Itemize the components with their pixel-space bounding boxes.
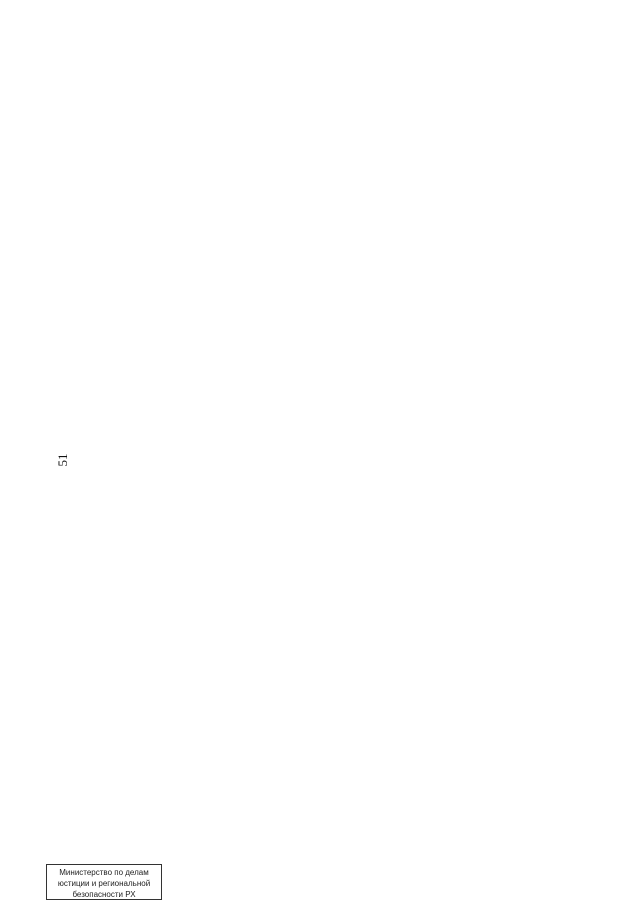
budget-table	[98, 24, 550, 852]
stamp-line-2: юстиции и региональной	[57, 879, 151, 888]
stamp-line-1: Министерство по делам	[59, 868, 149, 877]
stamp-line-3: безопасности РХ	[72, 890, 136, 899]
page-number: 51	[55, 453, 70, 467]
budget-table-sheet	[98, 58, 550, 852]
registration-stamp	[46, 864, 162, 900]
